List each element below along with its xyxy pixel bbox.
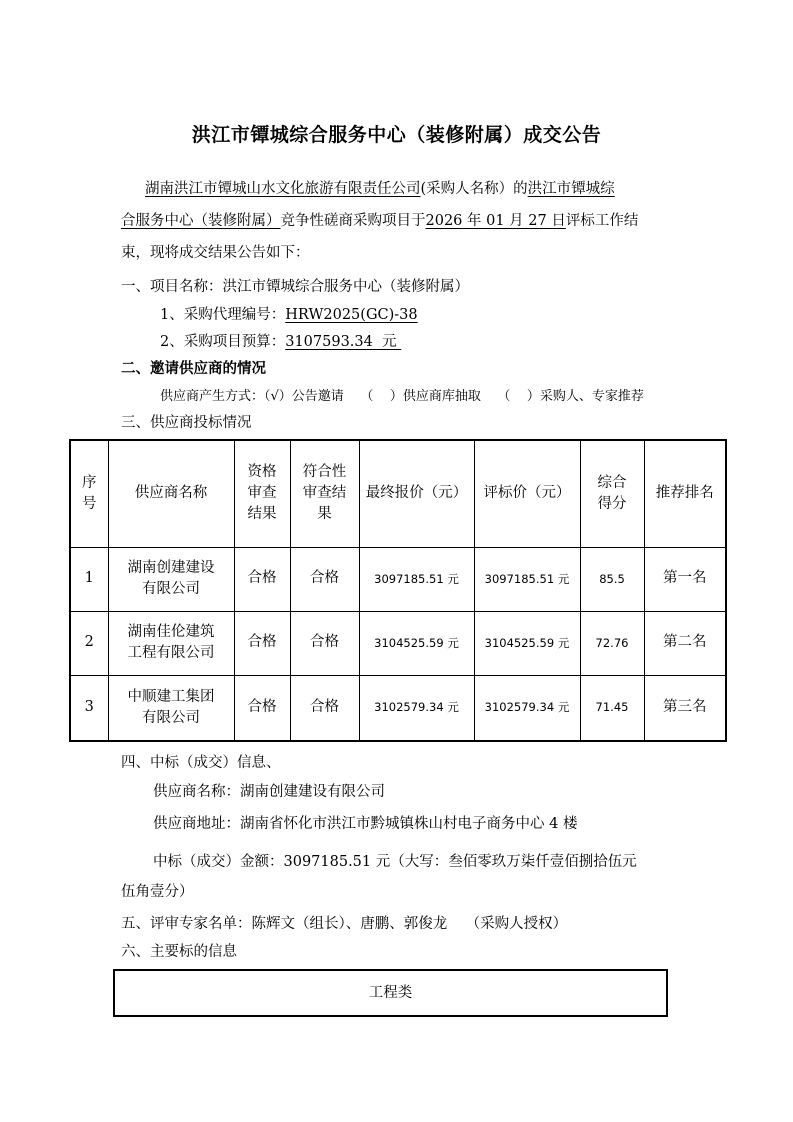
intro-line-1 — [145, 177, 615, 198]
row-rank: 第一名 — [644, 547, 726, 611]
header-supplier: 供应商名称 — [108, 440, 234, 547]
header-conformity: 符合性审查结果 — [290, 440, 359, 547]
project-name-part2: 合服务中心（装修附属） — [121, 213, 281, 229]
supplier-method-line: 供应商产生方式：（√）公告邀请 （ ）供应商库抽取 （ ）采购人、专家推荐 — [160, 389, 644, 404]
bids-table — [69, 439, 727, 742]
row-qualification: 合格 — [234, 611, 290, 675]
purchaser-name: 湖南洪江市镡城山水文化旅游有限责任公司 — [145, 181, 421, 197]
row-eval-price: 3102579.34 元 — [474, 675, 580, 741]
subject-category-label: 工程类 — [368, 985, 413, 1001]
agency-code-line — [160, 303, 418, 324]
row-qualification: 合格 — [234, 675, 290, 741]
table-row — [70, 547, 726, 611]
winning-amount-line1: 中标（成交）金额：3097185.51 元（大写：叁佰零玖万柒仟壹佰捌拾伍元 — [153, 854, 637, 870]
section4-heading: 四、中标（成交）信息、 — [121, 755, 281, 771]
section6-heading: 六、主要标的信息 — [121, 944, 237, 960]
header-final-price: 最终报价（元） — [359, 440, 474, 547]
header-no: 序号 — [70, 440, 108, 547]
winning-supplier-address: 供应商地址：湖南省怀化市洪江市黔城镇株山村电子商务中心 4 楼 — [153, 816, 578, 832]
row-eval-price: 3104525.59 元 — [474, 611, 580, 675]
purchaser-tag: (采购人名称）的 — [420, 181, 528, 197]
row-conformity: 合格 — [290, 547, 359, 611]
row-final-price: 3097185.51 元 — [359, 547, 474, 611]
page-title: 洪江市镡城综合服务中心（装修附属）成交公告 — [191, 124, 602, 146]
row-qualification: 合格 — [234, 547, 290, 611]
row-final-price: 3104525.59 元 — [359, 611, 474, 675]
section3-heading: 三、供应商投标情况 — [121, 415, 252, 431]
row-no: 1 — [70, 547, 108, 611]
project-name-part1: 洪江市镡城综 — [527, 181, 615, 197]
expert-list: 五、评审专家名单：陈辉文（组长）、唐鹏、郭俊龙 （采购人授权） — [121, 916, 568, 932]
header-rank: 推荐排名 — [644, 440, 726, 547]
row-score: 85.5 — [580, 547, 644, 611]
row-rank: 第二名 — [644, 611, 726, 675]
intro-end-text: 评标工作结 — [565, 213, 639, 229]
row-score: 72.76 — [580, 611, 644, 675]
agency-code-value: HRW2025(GC)-38 — [285, 307, 418, 323]
row-supplier: 湖南佳伦建筑工程有限公司 — [108, 611, 234, 675]
table-header-row — [70, 440, 726, 547]
intro-line-2 — [121, 209, 638, 230]
row-conformity: 合格 — [290, 675, 359, 741]
row-rank: 第三名 — [644, 675, 726, 741]
table-row — [70, 675, 726, 741]
row-final-price: 3102579.34 元 — [359, 675, 474, 741]
intro-mid-text: 竞争性磋商采购项目于 — [280, 213, 426, 229]
row-score: 71.45 — [580, 675, 644, 741]
budget-line — [160, 330, 401, 351]
budget-value: 3107593.34 元 — [285, 334, 402, 350]
winning-amount-line2: 伍角壹分） — [121, 884, 194, 900]
agency-code-label: 1、采购代理编号： — [160, 307, 286, 323]
row-conformity: 合格 — [290, 611, 359, 675]
section2-heading: 二、邀请供应商的情况 — [121, 361, 266, 377]
table-row — [70, 611, 726, 675]
row-supplier: 中顺建工集团有限公司 — [108, 675, 234, 741]
row-no: 3 — [70, 675, 108, 741]
header-eval-price: 评标价（元） — [474, 440, 580, 547]
row-eval-price: 3097185.51 元 — [474, 547, 580, 611]
subject-category-box — [113, 969, 668, 1017]
row-supplier: 湖南创建建设有限公司 — [108, 547, 234, 611]
winning-supplier-name: 供应商名称：湖南创建建设有限公司 — [153, 784, 385, 800]
intro-line-3: 束，现将成交结果公告如下： — [121, 245, 310, 261]
section1-heading: 一、项目名称：洪江市镡城综合服务中心（装修附属） — [121, 279, 469, 295]
evaluation-date: 2026 年 01 月 27 日 — [425, 213, 566, 229]
header-qualification: 资格审查结果 — [234, 440, 290, 547]
budget-label: 2、采购项目预算： — [160, 334, 286, 350]
header-score: 综合得分 — [580, 440, 644, 547]
row-no: 2 — [70, 611, 108, 675]
